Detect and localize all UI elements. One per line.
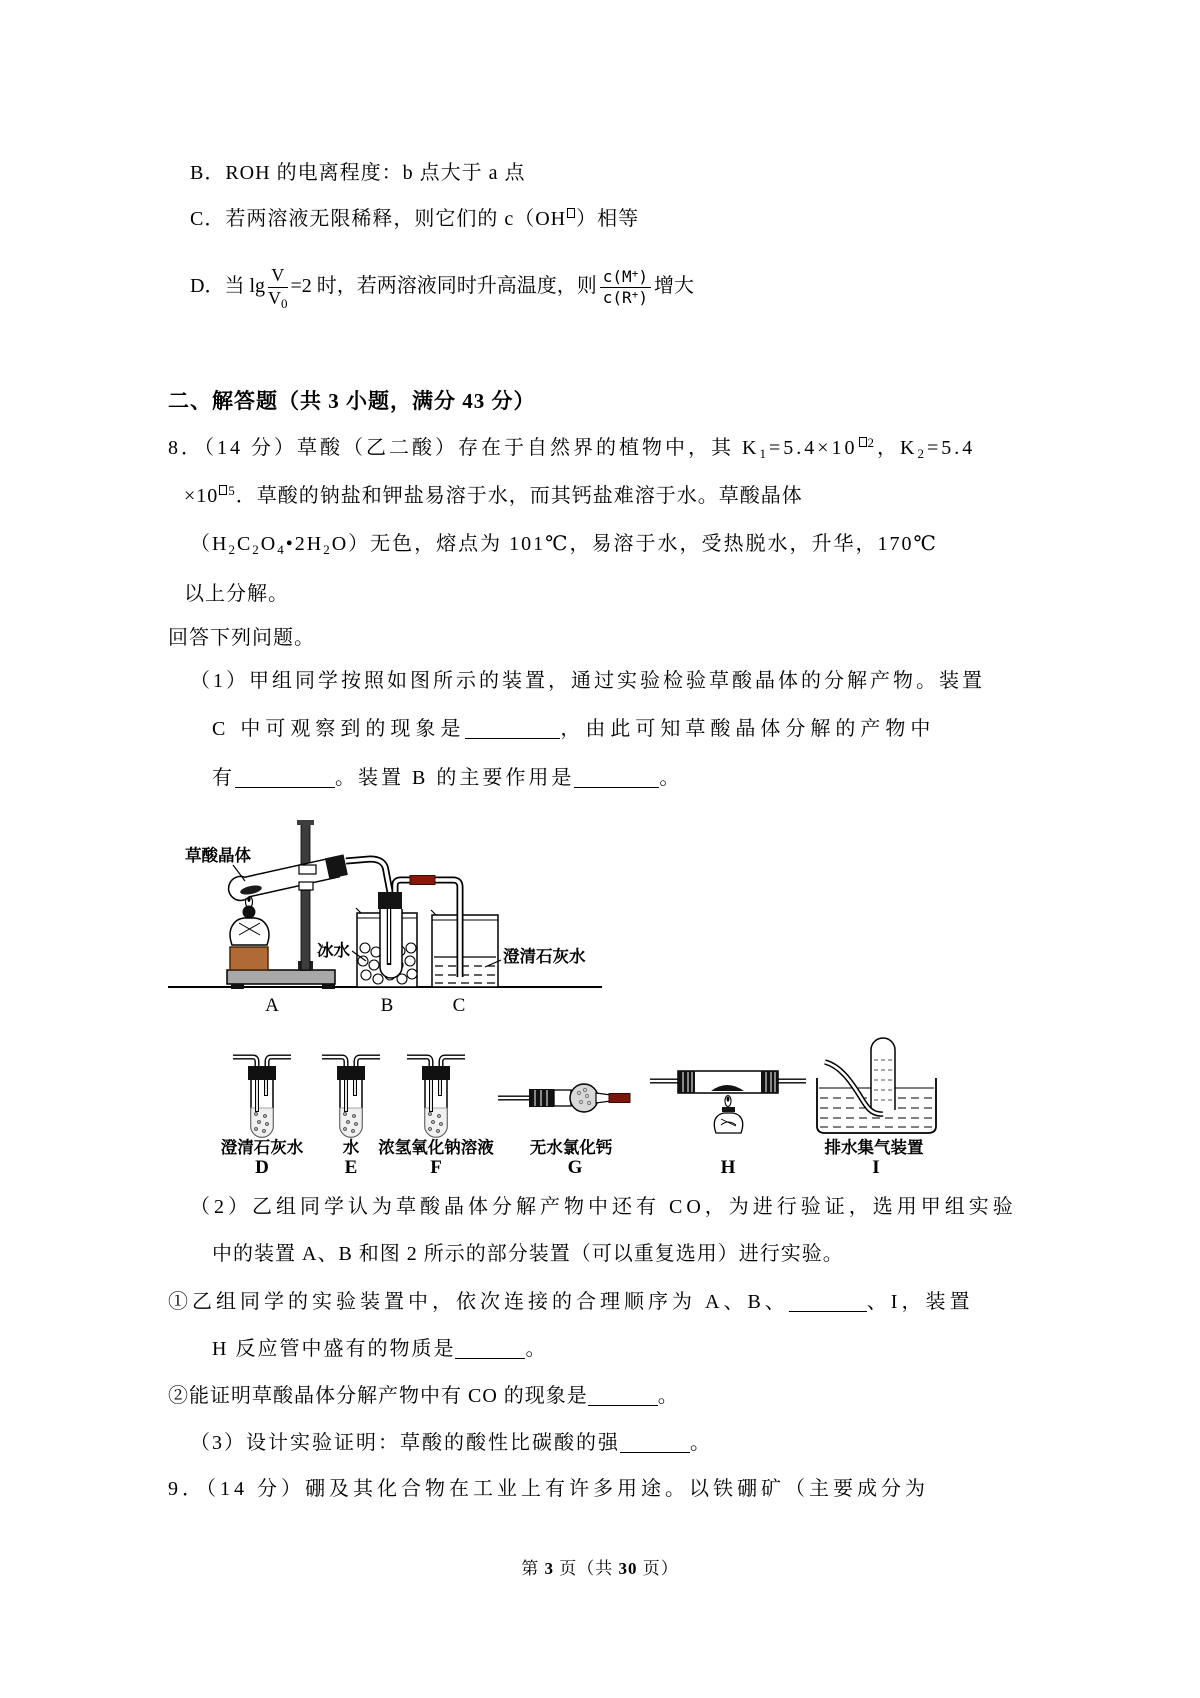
wash-tube-shape [233, 1057, 291, 1137]
label-i: 排水集气装置 [824, 1138, 924, 1157]
q8-line-2: ×10 $^5$．草酸的钠盐和钾盐易溶于水，而其钙盐难溶于水。草酸晶体 [184, 483, 803, 507]
wood-block [230, 947, 268, 970]
stopper-b [378, 892, 402, 909]
q8-part2-sub2-line: ②能证明草酸晶体分解产物中有 CO 的现象是 。 [168, 1385, 679, 1407]
wash-tube-f [378, 1057, 494, 1178]
q8-part1-line-2: C 中可观察到的现象是 ，由此可知草酸晶体分解的产物中 [212, 718, 936, 740]
alcohol-lamp [230, 896, 269, 945]
letter-f: F [430, 1157, 442, 1178]
label-ice-water: 冰水 [317, 941, 350, 960]
missing-glyph-box [859, 437, 867, 447]
missing-glyph-box [219, 485, 227, 495]
fraction: $\frac{V}{V_0}$ [268, 265, 288, 311]
q9-line-1: 9．（14 分）硼及其化合物在工业上有许多用途。以铁硼矿（主要成分为 [168, 1478, 929, 1500]
q8-part1-line-3: 有 。装置 B 的主要作用是 。 [212, 767, 683, 789]
section-header: 二、解答题（共 3 小题，满分 43 分） [168, 389, 536, 413]
wash-tube-d [221, 1057, 304, 1178]
q8-line-4: 以上分解。 [184, 583, 289, 605]
letter-i: I [872, 1157, 880, 1178]
answer-blank [465, 719, 560, 739]
figure-apparatus-1 [165, 815, 625, 1015]
label-g: 无水氯化钙 [529, 1138, 613, 1157]
stand-clamp-lower [299, 882, 313, 890]
answer-blank [574, 768, 659, 788]
answer-blank [588, 1386, 658, 1406]
figure-apparatus-2 [195, 1036, 955, 1186]
q8-part2-line-2: 中的装置 A、B 和图 2 所示的部分装置（可以重复选用）进行实验。 [212, 1243, 844, 1265]
option-b-line: B．ROH 的电离程度：b 点大于 a 点 [190, 162, 526, 184]
wash-tube-e [322, 1057, 380, 1178]
letter-h: H [720, 1157, 736, 1178]
label-limewater: 澄清石灰水 [503, 947, 586, 966]
letter-d: D [255, 1157, 269, 1178]
option-c-line: C．若两溶液无限稀释，则它们的 c（OH ）相等 [190, 208, 640, 230]
letter-e: E [344, 1157, 358, 1178]
letter-c: C [452, 995, 466, 1015]
fraction: $\frac{c(M^+)}{c(R^+)}$ [600, 268, 651, 306]
answer-blank [235, 768, 335, 788]
page-footer: 第 3 页（共 30 页） [521, 1559, 679, 1578]
drying-tube-g [498, 1084, 630, 1178]
q8-part3-line: （3）设计实验证明：草酸的酸性比碳酸的强 。 [190, 1432, 712, 1454]
test-tube-in-ice [380, 909, 402, 978]
answer-blank [455, 1339, 525, 1359]
red-stopper-g [609, 1094, 630, 1103]
reaction-tube-h [650, 1071, 806, 1178]
alcohol-lamp-h [714, 1096, 742, 1134]
q8-part2-line-1: （2）乙组同学认为草酸晶体分解产物中还有 CO，为进行验证，选用甲组实验 [190, 1196, 1017, 1218]
gas-collection-i [817, 1038, 936, 1178]
rubber-tube-red [410, 876, 435, 885]
answer-blank [620, 1433, 690, 1453]
answer-blank [789, 1292, 867, 1312]
missing-glyph-box [567, 208, 575, 218]
delivery-tube-1 [346, 859, 390, 892]
beaker-c-limewater [431, 910, 498, 987]
label-tube-f: 浓氢氧化钠溶液 [378, 1138, 494, 1157]
letter-a: A [265, 995, 279, 1015]
q8-part2-sub1-line-1: ①乙组同学的实验装置中，依次连接的合理顺序为 A、B、 、I，装置 [168, 1291, 974, 1313]
q8-part1-line-1: （1）甲组同学按照如图所示的装置，通过实验检验草酸晶体的分解产物。装置 [190, 670, 985, 692]
q8-line-3: $(H_2C_2O_4•2H_2O)$无色，熔点为 101℃，易溶于水，受热脱水，升华，170℃ [190, 533, 938, 557]
q8-line-1: 8．（14 分）草酸（乙二酸）存在于自然界的植物中，其 $K_1=5.4\times 10$ $^2$，$K_2=5.4$ [168, 435, 976, 461]
q8-part2-sub1-line-2: H 反应管中盛有的物质是 。 [212, 1338, 548, 1360]
letter-g: G [567, 1157, 583, 1178]
inverted-test-tube [871, 1038, 895, 1110]
q8-answer-prompt: 回答下列问题。 [168, 627, 315, 649]
option-d-line: D．当 lg $\frac{V}{V_0}$ =2 时，若两溶液同时升高温度，则 $\frac{c(M^+)}{c(R^+)}$ 增大 [190, 265, 694, 311]
label-tube-e: 水 [342, 1138, 360, 1157]
stand-clamp [299, 865, 316, 874]
label-tube-d: 澄清石灰水 [220, 1138, 304, 1157]
label-oxalic-crystal: 草酸晶体 [185, 846, 251, 865]
letter-b: B [380, 995, 394, 1015]
